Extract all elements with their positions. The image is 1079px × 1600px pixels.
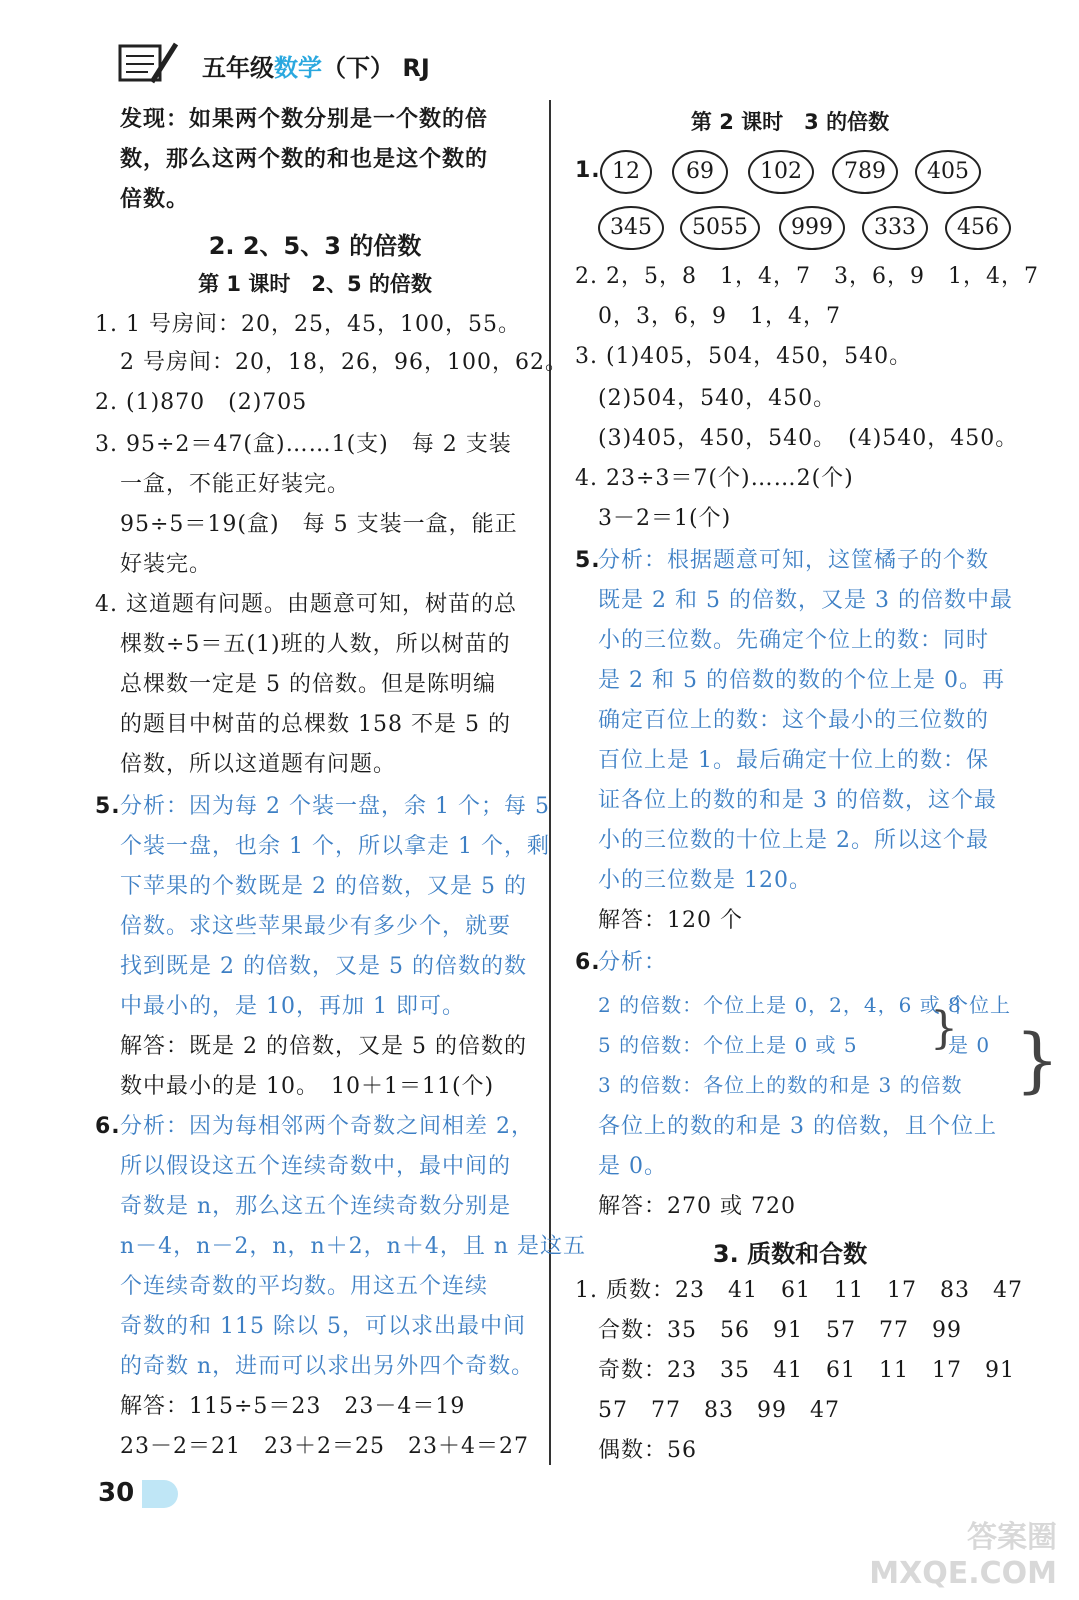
q2-line: 2. 2，5，8 1，4，7 3，6，9 1，4，7	[575, 264, 1039, 289]
title-grade: 五年级	[202, 54, 274, 82]
q2-line: 2. (1)870 (2)705	[95, 390, 308, 415]
intro-line: 倍数。	[120, 186, 190, 212]
small-brace: }	[930, 1003, 958, 1054]
intro-line: 数，那么这两个数的和也是这个数的	[120, 146, 489, 172]
intro-line: 发现：如果两个数分别是一个数的倍	[120, 106, 489, 132]
q6-analysis-line: n－4，n－2，n，n＋2，n＋4，且 n 是这五	[120, 1234, 586, 1259]
q5-analysis-line: 个装一盘，也余 1 个，所以拿走 1 个，剩	[120, 834, 550, 859]
q5-number: 5.	[575, 548, 601, 573]
q6-answer-line: 23－2＝21 23＋2＝25 23＋4＝27	[120, 1434, 529, 1459]
q5-analysis-line: 确定百位上的数：这个最小的三位数的	[598, 708, 990, 733]
page-number: 30	[98, 1478, 135, 1508]
q5-analysis-line: 下苹果的个数既是 2 的倍数，又是 5 的	[120, 874, 527, 899]
q6-analysis-line: 2 的倍数：个位上是 0，2，4，6 或 8	[598, 993, 962, 1017]
q3-line: 3. (1)405，504，450，540。	[575, 344, 913, 369]
q6-number: 6.	[575, 950, 601, 975]
q6-analysis-line: 是 0。	[598, 1154, 667, 1179]
header-book-icon	[112, 38, 182, 88]
q6-number: 6.	[95, 1114, 121, 1139]
q4-line: 倍数，所以这道题有问题。	[120, 752, 397, 777]
q6-answer-line: 解答：115÷5＝23 23－4＝19	[120, 1394, 466, 1419]
q1-line: 1. 1 号房间：20，25，45，100，55。	[95, 312, 521, 337]
s3-q1-line: 奇数：23 35 41 61 11 17 91	[598, 1358, 1015, 1383]
q5-answer-line: 数中最小的是 10。 10＋1＝11(个)	[120, 1074, 495, 1099]
q4-line: 棵数÷5＝五(1)班的人数，所以树苗的	[120, 632, 511, 657]
q3-line: (3)405，450，540。 (4)540，450。	[598, 426, 1019, 451]
q4-line: 3－2＝1(个)	[598, 506, 732, 531]
q5-analysis-line: 小的三位数。先确定个位上的数：同时	[598, 628, 990, 653]
q1-line: 2 号房间：20，18，26，96，100，62。	[120, 350, 568, 375]
circled-number: 999	[779, 206, 845, 250]
page-tab-icon	[142, 1480, 178, 1508]
s3-q1-line: 1. 质数：23 41 61 11 17 83 47	[575, 1278, 1023, 1303]
q5-answer-line: 解答：120 个	[598, 908, 743, 933]
title-volume: （下）	[322, 54, 394, 82]
circled-number: 69	[672, 150, 728, 194]
lesson-title: 第 2 课时 3 的倍数	[690, 110, 890, 134]
q6-answer-line: 解答：270 或 720	[598, 1194, 796, 1219]
title-subject: 数学	[274, 54, 322, 82]
circled-number: 405	[915, 150, 981, 194]
s3-q1-line: 合数：35 56 91 57 77 99	[598, 1318, 962, 1343]
q3-line: 一盒，不能正好装完。	[120, 472, 351, 497]
circled-number: 789	[832, 150, 898, 194]
title-edition: RJ	[402, 54, 430, 82]
q6-analysis-line: 分析：因为每相邻两个奇数之间相差 2，	[120, 1114, 534, 1139]
q3-line: 3. 95÷2＝47(盒)……1(支) 每 2 支装	[95, 432, 512, 457]
q5-analysis-line: 是 2 和 5 的倍数的数的个位上是 0。再	[598, 668, 1005, 693]
q4-line: 的题目中树苗的总棵数 158 不是 5 的	[120, 712, 511, 737]
q3-line: 95÷5＝19(盒) 每 5 支装一盒，能正	[120, 512, 518, 537]
q5-analysis-line: 分析：因为每 2 个装一盘，余 1 个；每 5	[120, 794, 550, 819]
q4-line: 总棵数一定是 5 的倍数。但是陈明编	[120, 672, 496, 697]
q6-analysis-line: 所以假设这五个连续奇数中，最中间的	[120, 1154, 512, 1179]
circled-number: 333	[862, 206, 928, 250]
circled-number: 5055	[680, 206, 760, 250]
q5-analysis-line: 中最小的，是 10，再加 1 即可。	[120, 994, 465, 1019]
q6-analysis-label: 分析：	[598, 950, 668, 975]
large-brace: }	[1015, 1019, 1060, 1101]
book-title	[202, 48, 430, 83]
q5-answer-line: 解答：既是 2 的倍数，又是 5 的倍数的	[120, 1034, 527, 1059]
circled-number: 102	[748, 150, 814, 194]
watermark: 答案圈 MXQE.COM	[869, 1520, 1057, 1591]
q5-analysis-line: 既是 2 和 5 的倍数，又是 3 的倍数中最	[598, 588, 1013, 613]
q5-analysis-line: 小的三位数的十位上是 2。所以这个最	[598, 828, 989, 853]
q6-analysis-line: 的奇数 n，进而可以求出另外四个奇数。	[120, 1354, 535, 1379]
lesson-title: 第 1 课时 2、5 的倍数	[198, 272, 432, 296]
q6-analysis-line: 3 的倍数：各位上的数的和是 3 的倍数	[598, 1073, 963, 1097]
brace-note: 是 0	[948, 1033, 991, 1057]
q4-line: 4. 23÷3＝7(个)……2(个)	[575, 466, 854, 491]
q6-analysis-line: 个连续奇数的平均数。用这五个连续	[120, 1274, 489, 1299]
q5-analysis-line: 小的三位数是 120。	[598, 868, 812, 893]
q1-number: 1.	[575, 158, 601, 183]
q5-analysis-line: 证各位上的数的和是 3 的倍数，这个最	[598, 788, 997, 813]
q6-analysis-line: 各位上的数的和是 3 的倍数，且个位上	[598, 1114, 997, 1139]
q5-analysis-line: 百位上是 1。最后确定十位上的数：保	[598, 748, 989, 773]
s3-q1-line: 57 77 83 99 47	[598, 1398, 840, 1423]
q3-line: 好装完。	[120, 552, 213, 577]
q5-analysis-line: 找到既是 2 的倍数，又是 5 的倍数的数	[120, 954, 527, 979]
circled-number: 456	[945, 206, 1011, 250]
q6-analysis-line: 奇数是 n，那么这五个连续奇数分别是	[120, 1194, 512, 1219]
q5-number: 5.	[95, 794, 121, 819]
brace-note: 个位上	[948, 993, 1011, 1017]
section-title: 2. 2、5、3 的倍数	[208, 232, 422, 260]
q4-line: 4. 这道题有问题。由题意可知，树苗的总	[95, 592, 517, 617]
q5-analysis-line: 分析：根据题意可知，这筐橘子的个数	[598, 548, 990, 573]
q6-analysis-line: 5 的倍数：个位上是 0 或 5	[598, 1033, 858, 1057]
section-title: 3. 质数和合数	[712, 1240, 868, 1268]
q5-analysis-line: 倍数。求这些苹果最少有多少个，就要	[120, 914, 512, 939]
q6-analysis-line: 奇数的和 115 除以 5，可以求出最中间	[120, 1314, 526, 1339]
q2-line: 0，3，6，9 1，4，7	[598, 304, 841, 329]
s3-q1-line: 偶数：56	[598, 1438, 697, 1463]
circled-number: 345	[598, 206, 664, 250]
circled-number: 12	[600, 150, 652, 194]
q3-line: (2)504，540，450。	[598, 386, 837, 411]
